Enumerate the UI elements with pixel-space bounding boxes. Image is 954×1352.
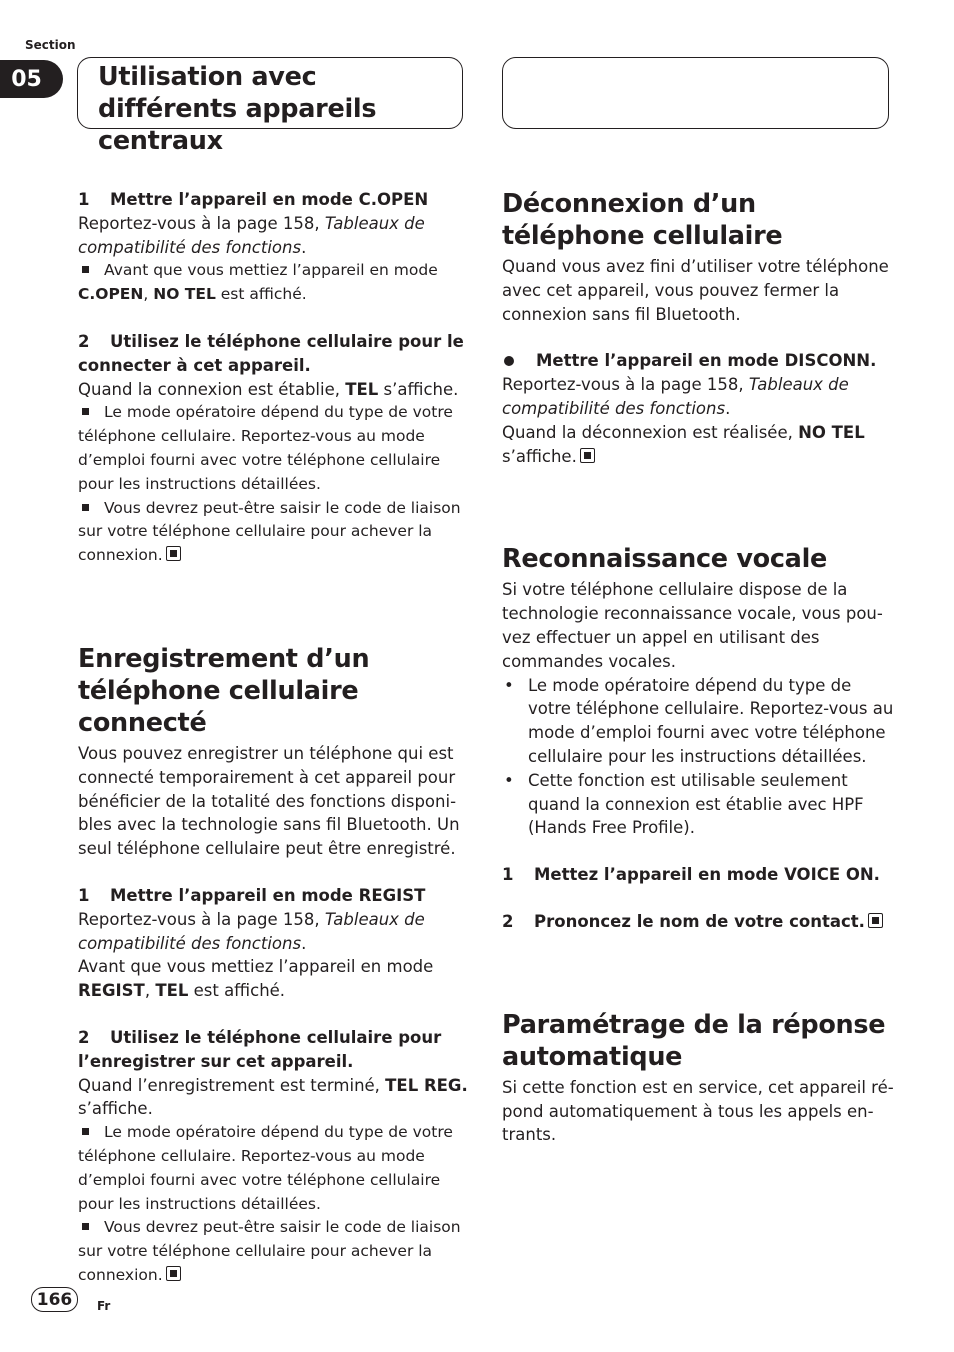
step-voice-on (502, 863, 894, 887)
result-text (78, 955, 468, 1003)
paragraph: Quand vous avez fini d’utiliser votre téléphone avec cet appareil, vous pouvez fermer la connexion sans fil Bluetooth. (502, 257, 889, 324)
note-text: Avant que vous mettiez l’appareil en mode (104, 261, 438, 280)
empty-header-box (502, 57, 889, 129)
result-text (78, 378, 468, 402)
heading-voice-recognition: Reconnaissance vocale (502, 544, 828, 575)
heading-registration: Enregistrement d’un téléphone cellulaire connecté (78, 643, 370, 738)
step-title: Utilisez le téléphone cellulaire pour le connecter à cet appareil. (78, 331, 464, 375)
text: Quand la déconnexion est réalisée, (502, 422, 799, 442)
step-say-name (502, 910, 894, 934)
note (78, 401, 468, 496)
page-number: 166 (31, 1287, 78, 1312)
note-text: Vous devrez peut-être saisir le code de liaison sur votre téléphone cellulaire pour achever la connexion. (78, 498, 461, 565)
reference-title: Tableaux de compatibilité des fonctions (78, 213, 425, 257)
note (78, 497, 468, 568)
step-title: Utilisez le téléphone cellulaire pour l’enregistrer sur cet appareil. (78, 1027, 442, 1071)
note-square-icon (82, 1223, 89, 1230)
text: s’affiche. (378, 379, 459, 399)
result-text (502, 421, 894, 469)
right-column (502, 188, 894, 1147)
chapter-title: Utilisation avec différents appareils centraux (77, 57, 463, 129)
text: Avant que vous mettiez l’appareil en mode (78, 957, 434, 977)
note-square-icon (82, 266, 89, 273)
display-code: C.OPEN (78, 285, 144, 304)
display-code: TEL (345, 379, 379, 399)
display-code: NO TEL (153, 285, 216, 304)
text: Quand la connexion est établie, (78, 379, 346, 399)
note (78, 259, 468, 307)
heading-auto-answer: Paramétrage de la réponse automatique (502, 1009, 886, 1072)
text: s’affiche. (502, 446, 577, 466)
section-number-badge: 05 (0, 60, 63, 98)
step-regist (78, 884, 468, 908)
display-code: TEL (155, 981, 189, 1001)
text: est affiché. (188, 981, 286, 1001)
step-number: 2 (502, 911, 514, 931)
reference-text: Reportez-vous à la page 158, Tableaux de compatibilité des fonctions. (78, 909, 425, 953)
left-column (78, 188, 468, 1288)
step-number: 1 (502, 865, 514, 885)
bullet-item: • Cette fonction est utilisable seulement quand la connexion est établie avec HPF (Hands Free Profile). (502, 769, 894, 840)
note-square-icon (82, 504, 89, 511)
end-of-section-icon (166, 546, 181, 561)
reference-prefix: Reportez-vous à la page 158, (78, 213, 325, 233)
step-title: Prononcez le nom de votre contact. (534, 911, 865, 931)
section-label: Section (25, 38, 76, 52)
step-title: Mettre l’appareil en mode DISCONN. (536, 351, 877, 371)
note-text: Vous devrez peut-être saisir le code de liaison sur votre téléphone cellulaire pour achever la connexion. (78, 1218, 461, 1284)
display-code: REGIST (78, 981, 145, 1001)
paragraph: Si cette fonction est en service, cet appareil répond automatiquement à tous les appels entrants. (502, 1077, 894, 1145)
step-copen (78, 188, 468, 212)
separator: , (144, 981, 156, 1001)
language-code: Fr (97, 1299, 111, 1313)
end-of-section-icon (166, 1266, 181, 1281)
step-disconn (502, 349, 894, 373)
note-text: Le mode opératoire dépend du type de votre téléphone cellulaire. Reportez-vous au mode d’emploi fourni avec votre téléphone cellulaire pour les instructions détaillées. (78, 403, 453, 493)
note-square-icon (82, 1128, 89, 1135)
step-connect (78, 330, 468, 378)
step-number: 2 (78, 1027, 90, 1047)
step-title: Mettre l’appareil en mode REGIST (110, 885, 426, 905)
paragraph: Vous pouvez enregistrer un téléphone qui est connecté temporairement à cet appareil pour bénéficier de la totalité des fonctions disponibles avec la technologie sans fil Bluetooth. Un seul téléphone cellulaire peut être enregistré. (78, 743, 460, 859)
reference-text: Reportez-vous à la page 158, Tableaux de compatibilité des fonctions. (502, 375, 849, 418)
reference-title: Tableaux de compatibilité des fonctions (502, 375, 849, 418)
heading-disconnect: Déconnexion d’un téléphone cellulaire (502, 189, 783, 251)
reference-prefix: Reportez-vous à la page 158, (502, 375, 749, 395)
step-number: 1 (78, 885, 90, 905)
bullet-dot-icon (504, 356, 514, 366)
end-of-section-icon (868, 913, 883, 928)
step-number: 2 (78, 331, 90, 351)
reference-prefix: Reportez-vous à la page 158, (78, 909, 325, 929)
note-text: est affiché. (215, 285, 307, 304)
display-code: TEL REG. (385, 1075, 468, 1095)
step-title: Mettez l’appareil en mode VOICE ON. (534, 865, 880, 885)
separator: , (143, 285, 154, 304)
result-text (78, 1074, 468, 1122)
note (78, 1216, 468, 1287)
text: s’affiche. (78, 1099, 153, 1119)
paragraph: Si votre téléphone cellulaire dispose de la technologie reconnaissance vocale, vous pouvez effectuer un appel en utilisant des commandes vocales. (502, 580, 883, 671)
step-register (78, 1026, 468, 1074)
display-code: NO TEL (798, 422, 865, 442)
step-number: 1 (78, 190, 90, 209)
note (78, 1121, 468, 1216)
bullet-item: • Le mode opératoire dépend du type de votre téléphone cellulaire. Reportez-vous au mode d’emploi fourni avec votre téléphone cellulaire pour les instructions détaillées. (502, 674, 894, 769)
note-square-icon (82, 408, 89, 415)
reference-text: Reportez-vous à la page 158, Tableaux de compatibilité des fonctions. (78, 213, 425, 257)
note-text: Le mode opératoire dépend du type de votre téléphone cellulaire. Reportez-vous au mode d’emploi fourni avec votre téléphone cellulaire pour les instructions détaillées. (78, 1123, 453, 1213)
reference-title: Tableaux de compatibilité des fonctions (78, 909, 425, 953)
text: Quand l’enregistrement est terminé, (78, 1075, 386, 1095)
end-of-section-icon (580, 448, 595, 463)
step-title: Mettre l’appareil en mode C.OPEN (110, 190, 429, 209)
